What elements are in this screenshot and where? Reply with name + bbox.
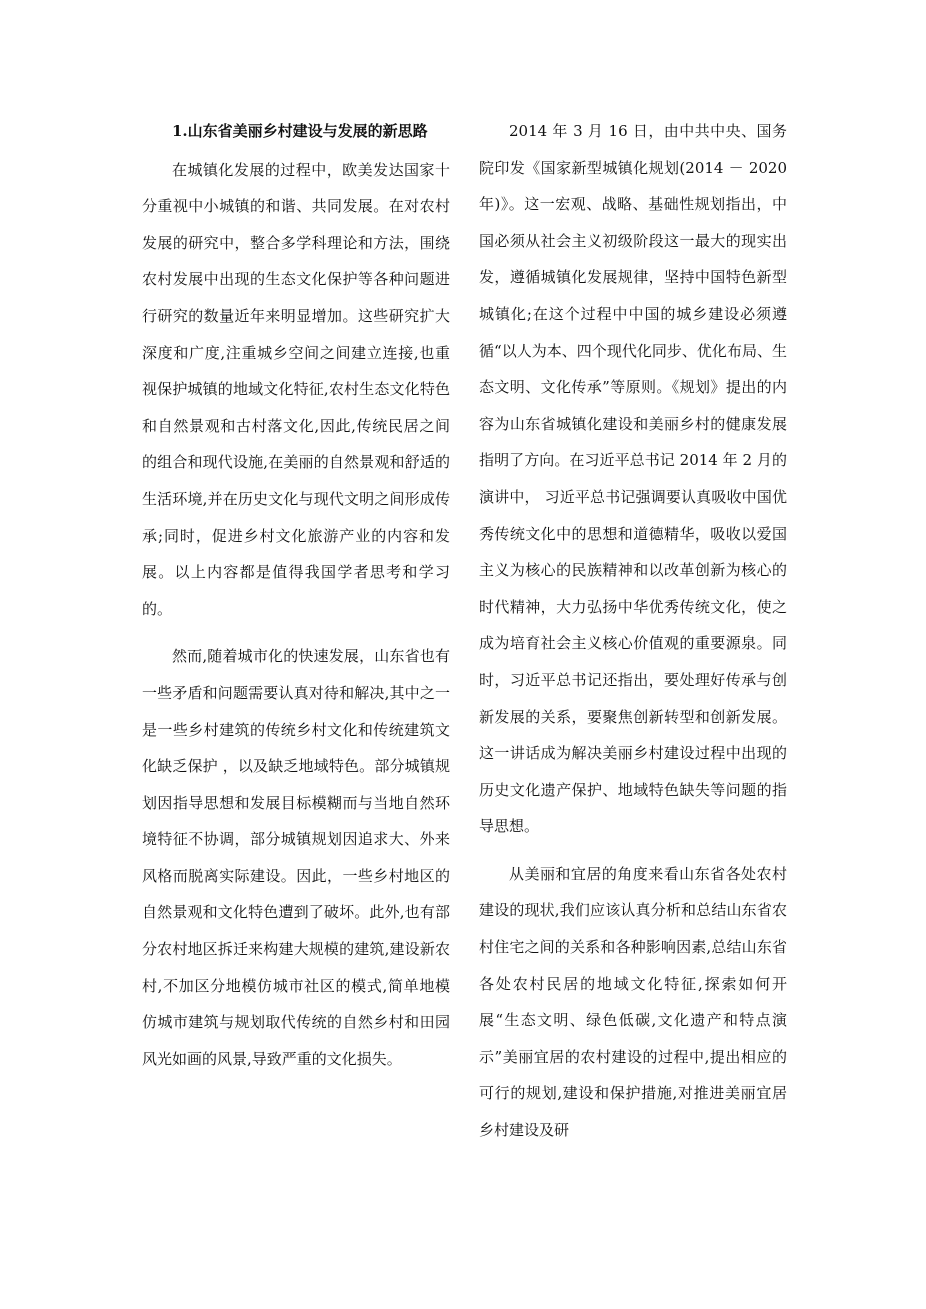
section-heading: 1.山东省美丽乡村建设与发展的新思路 [172, 122, 428, 140]
paragraph-western-research: 在城镇化发展的过程中，欧美发达国家十分重视中小城镇的和谐、共同发展。在对农村发展的研究中，整合多学科理论和方法，围绕农村发展中出现的生态文化保护等各种问题进行研究的数量近年来明显增加。这些研究扩大深度和广度,注重城乡空间之间建立连接,也重视保护城镇的地域文化特征,农村生态文化特色和自然景观和古村落文化,因此,传统民居之间的组合和现代设施,在美丽的自然景观和舒适的生活环境,并在历史文化与现代文明之间形成传承;同时，促进乡村文化旅游产业的内容和发展。以上内容都是值得我国学者思考和学习的。 [142, 160, 450, 618]
left-column [142, 113, 450, 1088]
paragraph-urbanization-plan: 2014 年 3 月 16 日，由中共中央、国务院印发《国家新型城镇化规划(2014 － 2020 年)》。这一宏观、战略、基础性规划指出，中国必须从社会主义初级阶段这一最大的现实出发，遵循城镇化发展规律，坚持中国特色新型城镇化;在这个过程中中国的城乡建设必须遵循“以人为本、四个现代化同步、优化布局、生态文明、文化传承”等原则。《规划》提出的内容为山东省城镇化建设和美丽乡村的健康发展指明了方向。在习近平总书记 2014 年 2 月的演讲中， 习近平总书记强调要认真吸收中国优秀传统文化中的思想和道德精华，吸收以爱国主义为核心的民族精神和以改革创新为核心的时代精神，大力弘扬中华优秀传统文化，使之成为培育社会主义核心价值观的重要源泉。同时，习近平总书记还指出，要处理好传承与创新发展的关系，要聚焦创新转型和创新发展。这一讲话成为解决美丽乡村建设过程中出现的历史文化遗产保护、地域特色缺失等问题的指导思想。 [479, 122, 787, 836]
right-column [479, 113, 787, 1160]
paragraph-shandong-problems: 然而,随着城市化的快速发展，山东省也有一些矛盾和问题需要认真对待和解决,其中之一是一些乡村建筑的传统乡村文化和传统建筑文化缺乏保护 ，以及缺乏地域特色。部分城镇规划因指导思想和发展目标模糊而与当地自然环境特征不协调，部分城镇规划因追求大、外来风格而脱离实际建设。因此，一些乡村地区的自然景观和文化特色遭到了破坏。此外,也有部分农村地区拆迁来构建大规模的建筑,建设新农村,不加区分地模仿城市社区的模式,简单地模仿城市建筑与规划取代传统的自然乡村和田园风光如画的风景,导致严重的文化损失。 [142, 647, 450, 1068]
paragraph-livable-villages: 从美丽和宜居的角度来看山东省各处农村建设的现状,我们应该认真分析和总结山东省农村住宅之间的关系和各种影响因素,总结山东省各处农村民居的地域文化特征,探索如何开展“生态文明、绿色低碳,文化遗产和特点演示”美丽宜居的农村建设的过程中,提出相应的可行的规划,建设和保护措施,对推进美丽宜居乡村建设及研 [479, 864, 787, 1140]
